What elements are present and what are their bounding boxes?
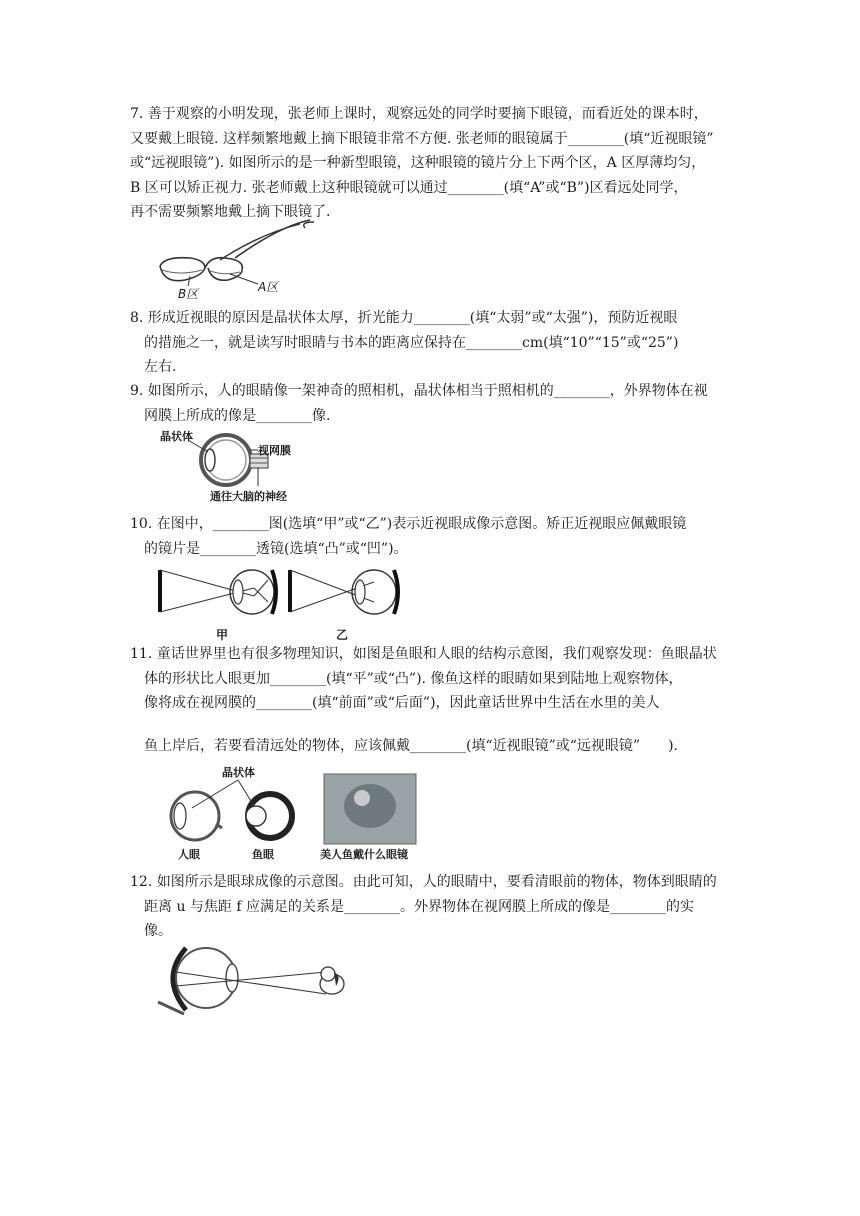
q8-line: 的措施之一，就是读写时眼睛与书本的距离应保持在________cm(填“10”“15”或“25”) <box>144 334 679 351</box>
q11-line: 11. 童话世界里也有很多物理知识，如图是鱼眼和人眼的结构示意图，我们观察发现：鱼眼晶状 <box>130 646 717 662</box>
label-lens: 晶状体 <box>160 430 193 443</box>
label-jia: 甲 <box>216 628 229 642</box>
q7-line: 又要戴上眼镜. 这样频繁地戴上摘下眼镜非常不方便. 张老师的眼镜属于________(填“近视眼镜” <box>130 130 714 147</box>
q9-line: 网膜上所成的像是________像. <box>144 407 331 424</box>
eye-structure-figure <box>158 428 318 504</box>
q8-line: 左右. <box>144 359 177 375</box>
question-9 <box>130 379 770 428</box>
question-7 <box>130 102 770 225</box>
q11-line: 体的形状比人眼更加________(填“平”或“凸”). 像鱼这样的眼睛如果到陆地上观察物体， <box>144 670 683 687</box>
q7-line: 再不需要频繁地戴上摘下眼镜了. <box>130 204 331 220</box>
q7-line: 或“远视眼镜”). 如图所示的是一种新型眼镜，这种眼镜的镜片分上下两个区，A 区厚薄均匀， <box>130 155 706 171</box>
q12-line: 距离 u 与焦距 f 应满足的关系是________。外界物体在视网膜上所成的像是________的实 <box>144 898 694 915</box>
question-8 <box>130 306 770 380</box>
q10-line: 的镜片是________透镜(选填“凸”或“凹”)。 <box>144 540 408 557</box>
q7-line: 7. 善于观察的小明发现，张老师上课时，观察远处的同学时要摘下眼镜，而看近处的课本时， <box>130 106 708 122</box>
q11-line: 像将成在视网膜的________(填“前面”或“后面”)，因此童话世界中生活在水里的美人 <box>144 695 660 711</box>
label-b-zone: B区 <box>178 287 199 301</box>
q8-line: 8. 形成近视眼的原因是晶状体太厚，折光能力________(填“太弱”或“太强”)，预防近视眼 <box>130 310 678 326</box>
glasses-figure <box>150 218 320 300</box>
question-11 <box>130 642 770 758</box>
label-mermaid: 美人鱼戴什么眼镜 <box>320 848 408 861</box>
label-lens: 晶状体 <box>222 766 255 779</box>
q9-line: 9. 如图所示，人的眼睛像一架神奇的照相机，晶状体相当于照相机的________，外界物体在视 <box>130 383 708 399</box>
question-12 <box>130 870 770 944</box>
question-10 <box>130 512 770 561</box>
q10-line: 10. 在图中，________图(选填“甲”或“乙”)表示近视眼成像示意图。矫正近视眼应佩戴眼镜 <box>130 516 687 532</box>
label-human-eye: 人眼 <box>178 848 200 861</box>
q12-line: 12. 如图所示是眼球成像的示意图。由此可知，人的眼睛中，要看清眼前的物体，物体到眼睛的 <box>130 874 717 890</box>
label-nerve: 通往大脑的神经 <box>210 490 287 503</box>
label-a-zone: A区 <box>258 280 279 294</box>
q11-line: 鱼上岸后，若要看清远处的物体，应该佩戴________(填“近视眼镜”或“远视眼镜” ). <box>144 737 679 754</box>
label-yi: 乙 <box>336 628 349 642</box>
q12-line: 像。 <box>144 923 172 939</box>
fish-human-eye-figure <box>160 762 430 862</box>
myopia-hyperopia-figure <box>156 566 406 644</box>
label-retina: 视网膜 <box>258 444 291 457</box>
label-fish-eye: 鱼眼 <box>252 848 274 861</box>
q7-line: B 区可以矫正视力. 张老师戴上这种眼镜就可以通过________(填“A”或“B”)区看远处同学， <box>130 179 688 196</box>
eye-imaging-figure <box>156 942 356 1022</box>
